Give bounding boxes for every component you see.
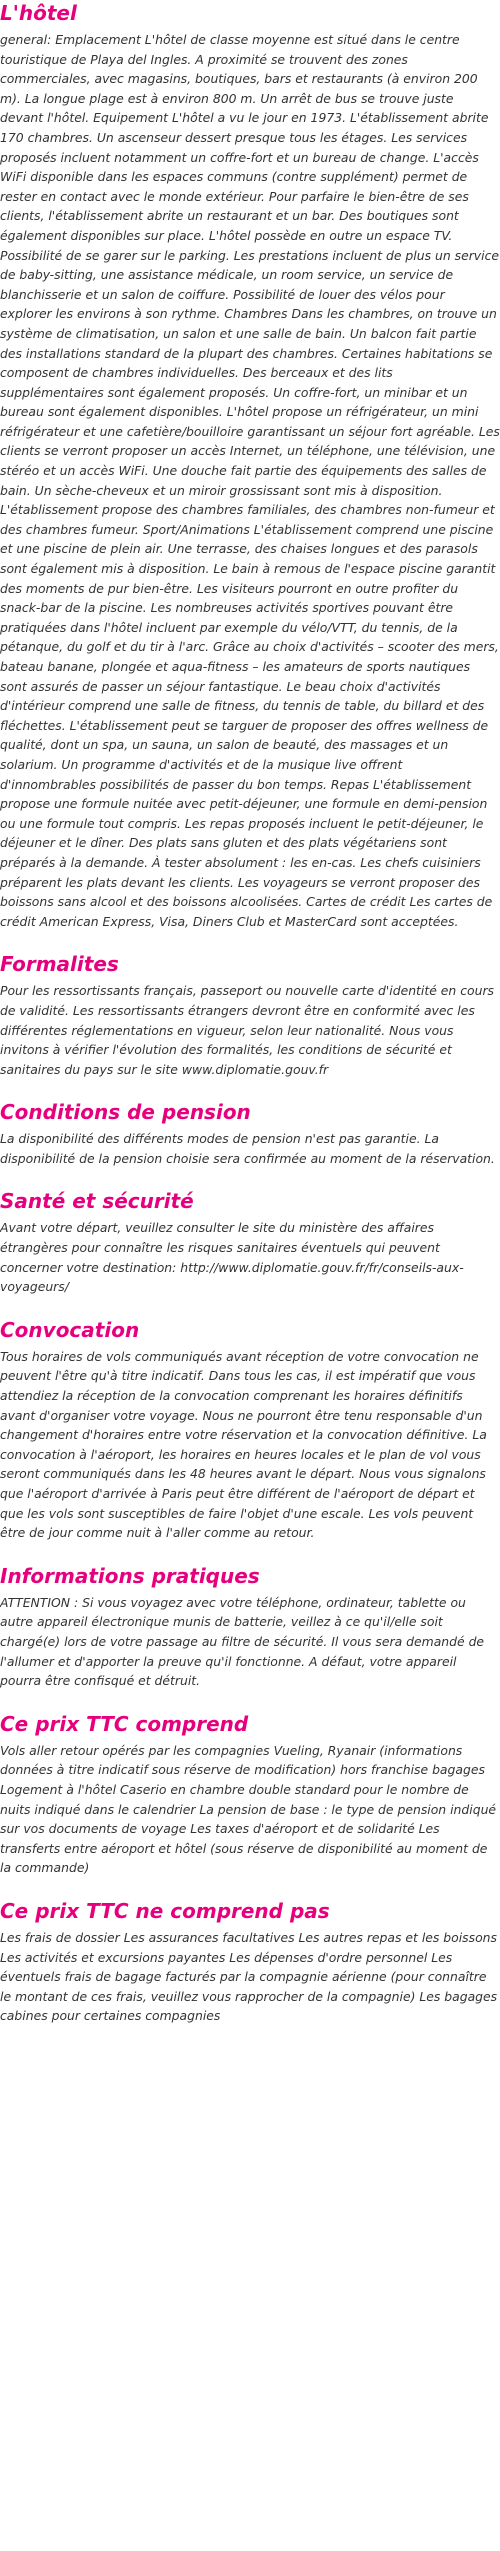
section-title: Formalites xyxy=(0,952,119,977)
section-title: Conditions de pension xyxy=(0,1100,251,1125)
section-hotel xyxy=(0,0,500,931)
section-title: L'hôtel xyxy=(0,1,77,25)
section-informations-pratiques xyxy=(0,1563,500,1691)
section-sante-securite xyxy=(0,1188,500,1296)
section-convocation xyxy=(0,1317,500,1543)
section-body: Pour les ressortissants français, passeport ou nouvelle carte d'identité en cours de validité. Les ressortissants étrangers devront être en conformité avec les différentes réglementations en vigueur, selon leur nationalité. Nous vous invitons à vérifier l'évolution des formalités, les conditions de sécurité et sanitaires du pays sur le site www.diplomatie.gouv.fr xyxy=(0,983,494,1077)
section-body: La disponibilité des différents modes de pension n'est pas garantie. La disponibilité de la pension choisie sera confirmée au moment de la réservation. xyxy=(0,1131,495,1166)
section-body: Tous horaires de vols communiqués avant réception de votre convocation ne peuvent l'être qu'à titre indicatif. Dans tous les cas, il est impératif que vous attendiez la réception de la convocation comprenant les horaires définitifs avant d'organiser votre voyage. Nous ne pourront être tenu responsable d'un changement d'horaires entre votre réservation et la convocation définitive. La convocation à l'aéroport, les horaires en heures locales et le plan de vol vous seront communiqués dans les 48 heures avant le départ. Nous vous signalons que l'aéroport d'arrivée à Paris peut être différent de l'aéroport de départ et que les vols sont susceptibles de faire l'objet d'une escale. Les vols peuvent être de jour comme nuit à l'aller comme au retour. xyxy=(0,1348,487,1541)
section-title: Ce prix TTC comprend xyxy=(0,1711,249,1736)
section-body: general: Emplacement L'hôtel de classe moyenne est situé dans le centre touristique de Playa del Ingles. A proximité se trouvent des zones commerciales, avec magasins, boutiques, bars et restaurants (à environ 200 m). La longue plage est à environ 800 m. Un arrêt de bus se trouve juste devant l'hôtel. Equipement L'hôtel a vu le jour en 1973. L'établissement abrite 170 chambres. Un ascenseur dessert presque tous les étages. Les services proposés incluent notamment un coffre-fort et un bureau de change. L'accès WiFi disponible dans les espaces communs (contre supplément) permet de rester en contact avec le monde extérieur. Pour parfaire le bien-être de ses clients, l'établissement abrite un restaurant et un bar. Des boutiques sont également disponibles sur place. L'hôtel possède en outre un espace TV. Possibilité de se garer sur le parking. Les prestations incluent de plus un service de baby-sitting, une assistance médicale, un room service, un service de blanchisserie et un salon de coiffure. Possibilité de louer des vélos pour explorer les environs à son rythme. Chambres Dans les chambres, on trouve un système de climatisation, un salon et une salle de bain. Un balcon fait partie des installations standard de la plupart des chambres. Certaines habitations se composent de chambres individuelles. Des berceaux et des lits supplémentaires sont également proposés. Un coffre-fort, un minibar et un bureau sont également disponibles. L'hôtel propose un réfrigérateur, un mini réfrigérateur et une cafetière/bouilloire garantissant un séjour fort agréable. Les clients se verront proposer un accès Internet, un téléphone, une télévision, une stéréo et un accès WiFi. Une douche fait partie des équipements des salles de bain. Un sèche-cheveux et un miroir grossissant sont mis à disposition. L'établissement propose des chambres familiales, des chambres non-fumeur et des chambres fumeur. Sport/Animations L'établissement comprend une piscine et une piscine de plein air. Une terrasse, des chaises longues et des parasols sont également mis à disposition. Le bain à remous de l'espace piscine garantit des moments de pur bien-être. Les visiteurs pourront en outre profiter du snack-bar de la piscine. Les nombreuses activités sportives pouvant être pratiquées dans l'hôtel incluent par exemple du vélo/VTT, du tennis, de la pétanque, du golf et du tir à l'arc. Grâce au choix d'activités – scooter des mers, bateau banane, plongée et aqua-fitness – les amateurs de sports nautiques sont assurés de passer un séjour fantastique. Le beau choix d'activités d'intérieur comprend une salle de fitness, du tennis de table, du billard et des fléchettes. L'établissement peut se targuer de proposer des offres wellness de qualité, dont un spa, un sauna, un salon de beauté, des massages et un solarium. Un programme d'activités et de la musique live offrent d'innombrables possibilités de passer du bon temps. Repas L'établissement propose une formule nuitée avec petit-déjeuner, une formule en demi-pension ou une formule tout compris. Les repas proposés incluent le petit-déjeuner, le déjeuner et le dîner. Des plats sans gluten et des plats végétariens sont préparés à la demande. À tester absolument : les en-cas. Les chefs cuisiniers préparent les plats devant les clients. Les voyageurs se verront proposer des boissons sans alcool et des boissons alcoolisées. Cartes de crédit Les cartes de crédit American Express, Visa, Diners Club et MasterCard sont acceptées. xyxy=(0,32,500,929)
section-conditions-pension xyxy=(0,1099,500,1168)
section-formalites xyxy=(0,951,500,1079)
section-body: Avant votre départ, veuillez consulter le site du ministère des affaires étrangères pour connaître les risques sanitaires éventuels qui peuvent concerner votre destination: http://www.diplomatie.gouv.fr/fr/conseils-aux-voyageurs/ xyxy=(0,1220,464,1295)
section-title: Informations pratiques xyxy=(0,1563,260,1588)
section-body: ATTENTION : Si vous voyagez avec votre téléphone, ordinateur, tablette ou autre appareil électronique munis de batterie, veillez à ce qu'il/elle soit chargé(e) lors de votre passage au filtre de sécurité. Il vous sera demandé de l'allumer et d'apporter la preuve qu'il fonctionne. A défaut, votre appareil pourra être confisqué et détruit. xyxy=(0,1594,485,1689)
section-body: Les frais de dossier Les assurances facultatives Les autres repas et les boissons Les activités et excursions payantes Les dépenses d'ordre personnel Les éventuels frais de bagage facturés par la compagnie aérienne (pour connaître le montant de ces frais, veuillez vous rapprocher de la compagnie) Les bagages cabines pour certaines compagnies xyxy=(0,1929,498,2024)
section-prix-ne-comprend-pas xyxy=(0,1898,500,2026)
section-title: Santé et sécurité xyxy=(0,1189,194,1214)
section-body: Vols aller retour opérés par les compagnies Vueling, Ryanair (informations données à titre indicatif sous réserve de modification) hors franchise bagages Logement à l'hôtel Caserio en chambre double standard pour le nombre de nuits indiqué dans le calendrier La pension de base : le type de pension indiqué sur vos documents de voyage Les taxes d'aéroport et de solidarité Les transferts entre aéroport et hôtel (sous réserve de disponibilité au moment de la commande) xyxy=(0,1742,497,1876)
section-title: Ce prix TTC ne comprend pas xyxy=(0,1898,330,1923)
section-prix-comprend xyxy=(0,1711,500,1878)
section-title: Convocation xyxy=(0,1317,140,1342)
